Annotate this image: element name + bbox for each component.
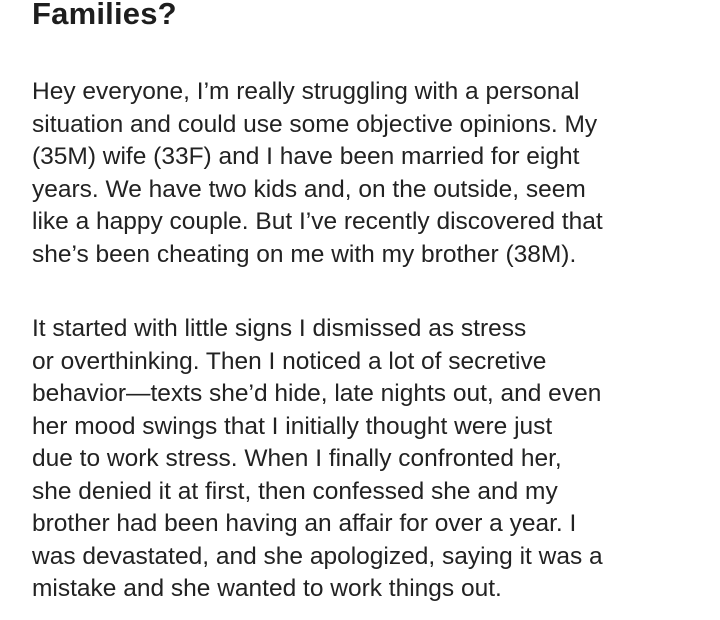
paragraph-line: situation and could use some objective opinions. My (32, 110, 598, 138)
paragraph-line: brother had been having an affair for over a year. I (32, 510, 577, 537)
paragraph-line: due to work stress. When I finally confronted her, (32, 445, 562, 472)
paragraph-line: was devastated, and she apologized, saying it was a (32, 542, 603, 570)
paragraph-line: It started with little signs I dismissed as stress (32, 315, 527, 342)
paragraph-line: her mood swings that I initially thought were just (32, 412, 553, 440)
paragraph-line: or overthinking. Then I noticed a lot of secretive (32, 347, 547, 375)
post-paragraph-2 (32, 313, 603, 606)
paragraph-line: she denied it at first, then confessed she and my (32, 477, 558, 505)
post-paragraph-1 (32, 76, 603, 271)
paragraph-line: like a happy couple. But I’ve recently discovered that (32, 208, 603, 235)
paragraph-line: she’s been cheating on me with my brother (38M). (32, 240, 577, 268)
paragraph-line: years. We have two kids and, on the outside, seem (32, 175, 586, 203)
post-title: Families? (32, 0, 177, 31)
paragraph-line: Hey everyone, I’m really struggling with a personal (32, 78, 580, 105)
paragraph-line: mistake and she wanted to work things out. (32, 575, 502, 602)
paragraph-line: behavior—texts she’d hide, late nights out, and even (32, 380, 602, 407)
paragraph-line: (35M) wife (33F) and I have been married for eight (32, 143, 580, 170)
